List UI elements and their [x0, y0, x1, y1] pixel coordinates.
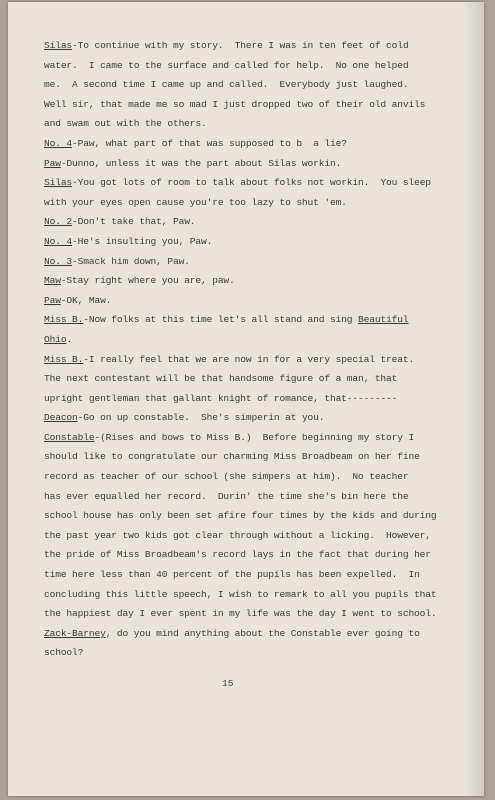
line-text: The next contestant will be that handsome figure of a man, that: [44, 373, 398, 385]
script-line: [44, 389, 464, 409]
speaker-label: Paw: [44, 157, 61, 169]
line-text: concluding this little speech, I wish to remark to all you pupils that: [44, 588, 437, 600]
document-page: [8, 2, 484, 796]
script-line: [44, 408, 464, 428]
script-text: [44, 36, 464, 663]
line-text: -Go on up constable. She's simperin at you.: [77, 412, 325, 424]
line-text: school?: [44, 647, 84, 659]
speaker-label: Miss B.: [44, 353, 84, 365]
speaker-label: Silas: [44, 40, 73, 51]
line-text: -OK, Maw.: [60, 294, 112, 306]
line-text: record as teacher of our school (she simpers at him). No teacher: [44, 471, 409, 483]
line-text: -(Rises and bows to Miss B.) Before beginning my story I: [94, 431, 415, 443]
line-text: has ever equalled her record. Durin' the time she's bin here the: [44, 490, 409, 502]
script-line: [44, 506, 464, 526]
script-line: [44, 545, 464, 565]
script-line: [44, 310, 464, 330]
page-shadow-edge: [462, 2, 484, 796]
script-line: [44, 193, 464, 213]
line-text: .: [66, 333, 73, 345]
line-text: -You got lots of room to talk about folks not workin. You sleep: [72, 177, 431, 189]
speaker-label: Constable: [44, 431, 95, 443]
line-text: the happiest day I ever spent in my life was the day I went to school.: [44, 608, 437, 620]
speaker-label: Maw: [44, 275, 61, 287]
script-line: [44, 271, 464, 291]
line-text: school house has only been set afire four times by the kids and during: [44, 510, 437, 522]
speaker-label: No. 4: [44, 235, 73, 247]
script-line: [44, 114, 464, 134]
script-line: [44, 643, 464, 663]
script-line: [44, 252, 464, 272]
script-line: [44, 134, 464, 154]
line-text: with your eyes open cause you're too lazy to shut 'em.: [44, 196, 347, 208]
line-text: -Dunno, unless it was the part about Silas workin.: [60, 157, 342, 169]
page-number: 15: [222, 678, 234, 689]
script-line: [44, 428, 464, 448]
line-text: -Smack him down, Paw.: [72, 255, 190, 267]
speaker-label: Beautiful: [358, 314, 409, 326]
script-line: [44, 75, 464, 95]
script-line: [44, 369, 464, 389]
speaker-label: Paw: [44, 294, 61, 306]
line-text: -He's insulting you, Paw.: [72, 235, 213, 247]
line-text: upright gentleman that gallant knight of romance, that---------: [44, 392, 398, 404]
line-text: -Don't take that, Paw.: [72, 216, 196, 228]
line-text: , do you mind anything about the Constable ever going to: [105, 627, 420, 639]
line-text: should like to congratulate our charming Miss Broadbeam on her fine: [44, 451, 420, 463]
speaker-label: Miss B.: [44, 314, 84, 326]
script-line: [44, 154, 464, 174]
script-line: [44, 330, 464, 350]
script-line: [44, 526, 464, 546]
script-line: [44, 212, 464, 232]
script-line: [44, 56, 464, 76]
line-text: water. I came to the surface and called for help. No one helped: [44, 59, 409, 71]
line-text: -To continue with my story. There I was in ten feet of cold: [72, 40, 409, 51]
line-text: Well sir, that made me so mad I just dropped two of their old anvils: [44, 98, 426, 110]
script-line: [44, 604, 464, 624]
line-text: -Now folks at this time let's all stand and sing: [83, 314, 359, 326]
script-line: [44, 232, 464, 252]
script-line: [44, 487, 464, 507]
script-line: [44, 624, 464, 644]
speaker-label: No. 4: [44, 137, 73, 149]
line-text: -Paw, what part of that was supposed to b a lie?: [72, 137, 347, 149]
script-line: [44, 291, 464, 311]
line-text: and swam out with the others.: [44, 118, 207, 130]
speaker-label: Zack-Barney: [44, 627, 106, 639]
line-text: me. A second time I came up and called. Everybody just laughed.: [44, 79, 409, 91]
script-line: [44, 447, 464, 467]
script-line: [44, 36, 464, 56]
speaker-label: No. 3: [44, 255, 73, 267]
script-line: [44, 173, 464, 193]
script-line: [44, 95, 464, 115]
line-text: the past year two kids got clear through without a licking. However,: [44, 529, 431, 541]
speaker-label: Ohio: [44, 333, 67, 345]
line-text: -I really feel that we are now in for a very special treat.: [83, 353, 415, 365]
line-text: the pride of Miss Broadbeam's record lays in the fact that during her: [44, 549, 431, 561]
line-text: time here less than 40 percent of the pupils has been expelled. In: [44, 569, 420, 581]
line-text: -Stay right where you are, paw.: [60, 275, 235, 287]
speaker-label: Deacon: [44, 412, 78, 424]
script-line: [44, 467, 464, 487]
script-line: [44, 565, 464, 585]
script-line: [44, 350, 464, 370]
speaker-label: Silas: [44, 177, 73, 189]
speaker-label: No. 2: [44, 216, 73, 228]
script-line: [44, 585, 464, 605]
